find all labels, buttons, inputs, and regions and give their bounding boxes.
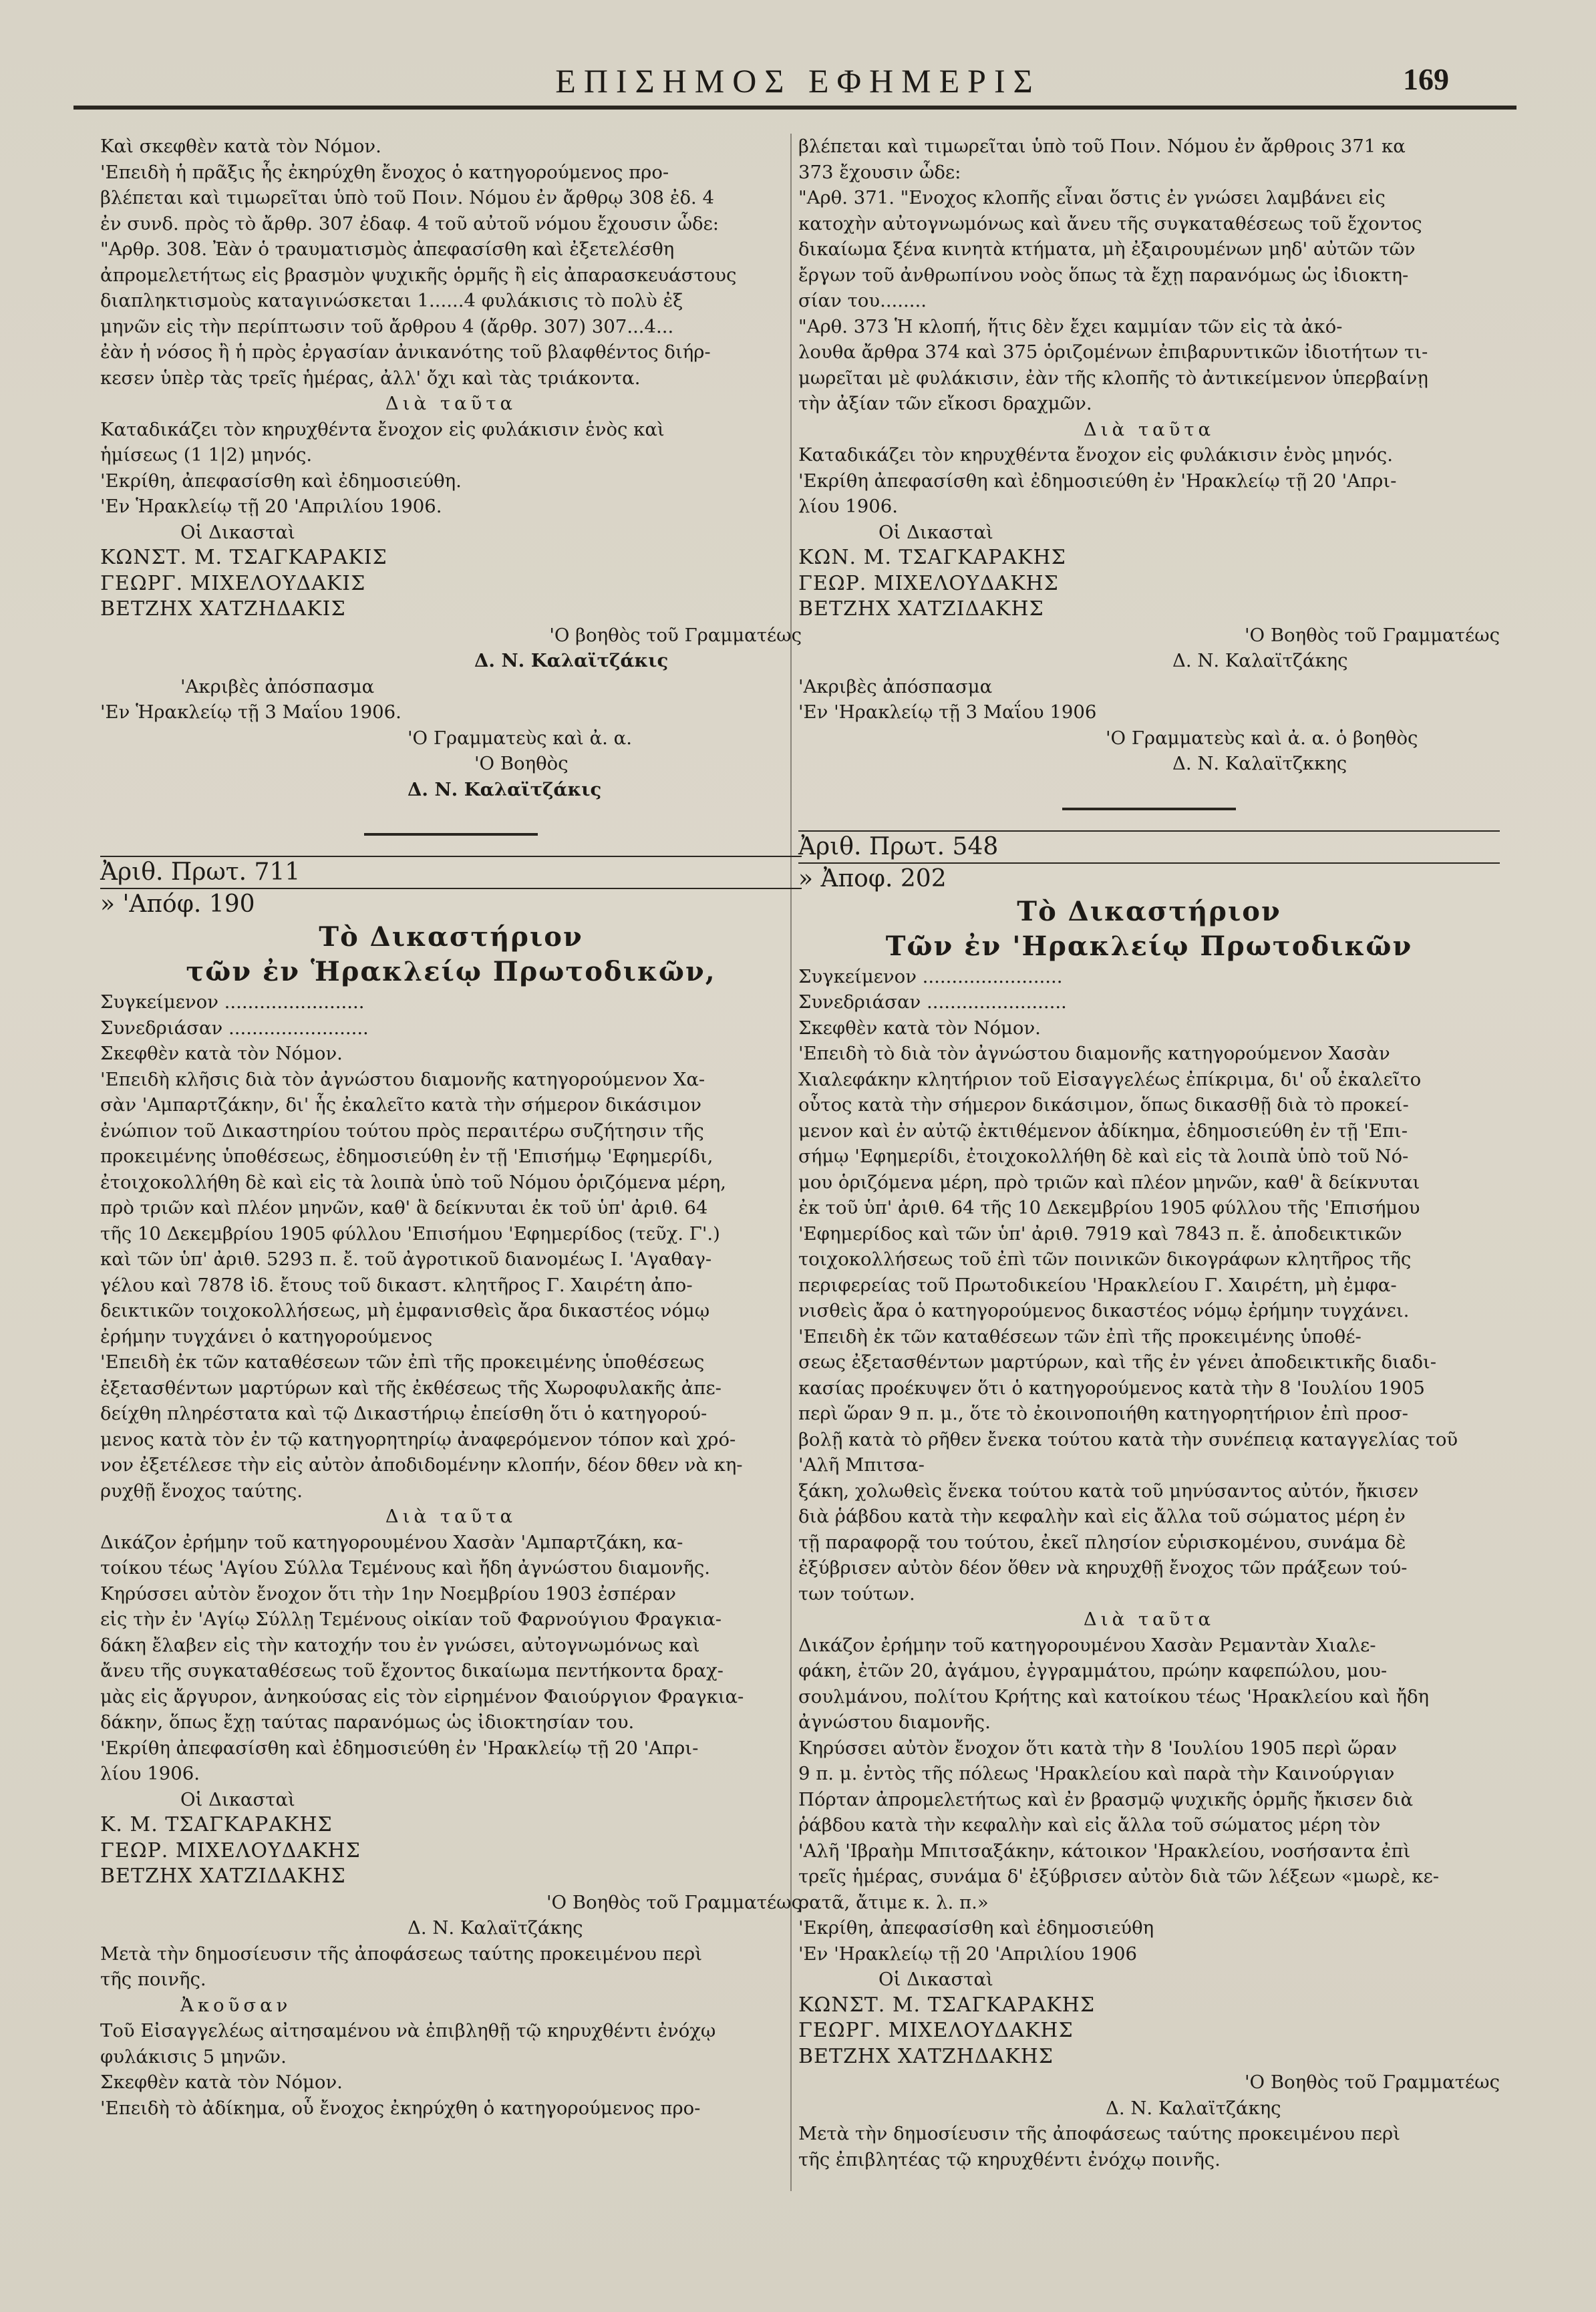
text-line: ΒΕΤΖΗΧ ΧΑΤΖΗΔΑΚΙΣ xyxy=(100,597,346,621)
text-line: ἀγνώστου διαμονῆς. xyxy=(798,1711,991,1733)
text-line: φάκη, ἐτῶν 20, ἀγάμου, ἐγγραμμάτου, πρώην καφεπώλου, μου- xyxy=(798,1660,1388,1681)
text-line: 'Επειδὴ τὸ διὰ τὸν ἀγνώστου διαμονῆς κατηγορούμενον Χασὰν xyxy=(798,1043,1390,1064)
text-line: λίου 1906. xyxy=(100,1763,200,1784)
text-line: ἐτοιχοκολλήθη δὲ καὶ εἰς τὰ λοιπὰ ὑπὸ τοῦ Νόμου ὁριζόμενα μέρη, xyxy=(100,1171,727,1193)
akousan-heading: Ἀκοῦσαν xyxy=(180,1994,292,2016)
text-line: τῆς ποινῆς. xyxy=(100,1969,206,1990)
text-line: 'Επειδὴ ἡ πρᾶξις ἧς ἐκηρύχθη ἔνοχος ὁ κατηγορούμενος προ- xyxy=(100,161,669,183)
text-line: Χιαλεφάκην κλητήριον τοῦ Εἰσαγγελέως ἐπίκριμα, δι' οὗ ἐκαλεῖτο xyxy=(798,1068,1422,1090)
judges-label: Οἱ Δικασταὶ xyxy=(879,521,993,543)
text-line: δικαίωμα ξένα κινητὰ κτήματα, μὴ ἐξαιρουμένων μηδ' αὐτῶν τῶν xyxy=(798,238,1416,260)
decision-number: » 'Απόφ. 190 xyxy=(100,890,255,918)
text-line: Καταδικάζει τὸν κηρυχθέντα ἔνοχον εἰς φυλάκισιν ἑνὸς μηνός. xyxy=(798,444,1393,466)
text-line: ῥάβδου κατὰ τὴν κεφαλὴν καὶ εἰς ἄλλα τοῦ σώματος μέρη τὸν xyxy=(798,1814,1381,1836)
text-line: νισθεὶς ἄρα ὁ κατηγορούμενος δικαστέος νόμῳ ἐρήμην τυγχάνει. xyxy=(798,1300,1410,1321)
right-block-3 xyxy=(798,1067,1500,1607)
text-line: Κηρύσσει αὐτὸν ἔνοχον ὅτι κατὰ τὴν 8 'Ιουλίου 1905 περὶ ὥραν xyxy=(798,1737,1397,1759)
text-line: ἐξύβρισεν αὐτὸν δέον ὅθεν νὰ κηρυχθῇ ἔνοχος τῶν πράξεων τού- xyxy=(798,1557,1408,1579)
text-line: λίου 1906. xyxy=(798,496,898,517)
skefthen-line: Σκεφθὲν κατὰ τὸν Νόμον. xyxy=(798,1017,1041,1039)
sygkeimenon-line: Συγκείμενον ........................ xyxy=(100,991,365,1013)
right-column xyxy=(798,134,1500,2172)
section-rule xyxy=(1062,808,1236,810)
text-line: ἐκ τοῦ ὑπ' ἀριθ. 64 τῆς 10 Δεκεμβρίου 1905 φύλλου τῆς 'Επισήμου xyxy=(798,1197,1420,1218)
text-line: νον ἐξετέλεσε τὴν εἰς αὐτὸν ἀποδιδομένην κλοπήν, δέον δθεν νὰ κη- xyxy=(100,1454,743,1476)
after-publication xyxy=(798,2121,1500,2172)
text-line: τρεῖς ἡμέρας, συνάμα δ' ἐξύβρισεν αὐτὸν διὰ τῶν λέξεων «μωρὲ, κε- xyxy=(798,1866,1440,1887)
text-line: πρὸ τριῶν καὶ πλέον μηνῶν, καθ' ἃ δείκνυται ἐκ τοῦ ὑπ' ἀριθ. 64 xyxy=(100,1197,708,1218)
left-block-2 xyxy=(100,417,802,520)
text-line: Πόρταν ἀπρομελετήτως καὶ ἐν βρασμῷ ψυχικῆς ὁρμῆς ἤκισεν διὰ xyxy=(798,1788,1414,1810)
court-title xyxy=(100,920,802,989)
text-line: ΒΕΤΖΗΧ ΧΑΤΖΙΔΑΚΗΣ xyxy=(798,597,1044,621)
after-publication xyxy=(100,1941,802,1993)
decision-number: » Ἀποφ. 202 xyxy=(798,864,947,892)
judges-label: Οἱ Δικασταὶ xyxy=(180,521,295,543)
secretary-helper: 'Ο Βοηθὸς xyxy=(474,753,569,774)
text-line: ἐξετασθέντων μαρτύρων καὶ τῆς ἐκθέσεως τῆς Χωροφυλακῆς ἀπε- xyxy=(100,1377,722,1399)
text-line: τῶν ἐν Ἡρακλείῳ Πρωτοδικῶν, xyxy=(186,956,716,987)
text-line: μενος κατὰ τὸν ἐν τῷ κατηγορητηρίῳ ἀναφερόμενον τόπον καὶ χρό- xyxy=(100,1428,736,1450)
sygkeimenon-line: Συγκείμενον ........................ xyxy=(798,965,1063,987)
right-block-1 xyxy=(798,134,1500,417)
left-block-4 xyxy=(100,1530,802,1787)
text-line: "Αρθ. 371. "Ενοχος κλοπῆς εἶναι ὅστις ἐν γνώσει λαμβάνει εἰς xyxy=(798,187,1386,208)
text-line: τοίκου τέως 'Αγίου Σύλλα Τεμένους καὶ ἤδη ἀγνώστου διαμονῆς. xyxy=(100,1557,710,1579)
right-intro xyxy=(798,1041,1500,1067)
skefthen-line: Σκεφθὲν κατὰ τὸν Νόμον. xyxy=(100,1043,343,1064)
text-line: δάκη ἔλαβεν εἰς τὴν κατοχήν του ἐν γνώσει, αὐτογνωμόνως καὶ xyxy=(100,1634,700,1656)
synedriasan-line: Συνεδριάσαν ........................ xyxy=(100,1017,369,1039)
left-block-3 xyxy=(100,1067,802,1504)
text-line: 'Εκρίθη, ἀπεφασίσθη καὶ ἐδημοσιεύθη. xyxy=(100,470,462,492)
text-line: 'Εν 'Ηρακλείῳ τῇ 20 'Απριλίου 1906 xyxy=(798,1943,1138,1965)
text-line: ἡμίσεως (1 1|2) μηνός. xyxy=(100,444,313,466)
assistant-title: 'Ο Βοηθὸς τοῦ Γραμματέως xyxy=(546,1891,802,1913)
text-line: 'Εκρίθη ἀπεφασίσθη καὶ ἐδημοσιεύθη ἐν 'Ηρακλείῳ τῇ 20 'Απρι- xyxy=(100,1737,699,1759)
text-line: Τοῦ Εἰσαγγελέως αἰτησαμένου νὰ ἐπιβληθῇ τῷ κηρυχθέντι ἐνόχῳ xyxy=(100,2020,716,2041)
text-line: ἐὰν ἡ νόσος ἢ ἡ πρὸς ἐργασίαν ἀνικανότης τοῦ βλαφθέντος διήρ- xyxy=(100,341,711,363)
text-line: ΚΩΝ. Μ. ΤΣΑΓΚΑΡΑΚΗΣ xyxy=(798,546,1066,569)
judges-list xyxy=(798,545,1500,623)
text-line: λουθα ἄρθρα 374 καὶ 375 ὁριζομένων ἐπιβαρυντικῶν ἰδιοτήτων τι- xyxy=(798,341,1428,363)
text-line: ΚΩΝΣΤ. Μ. ΤΣΑΓΚΑΡΑΚΙΣ xyxy=(100,546,387,569)
text-line: ρατᾶ, ἄτιμε κ. λ. π.» xyxy=(798,1891,989,1913)
text-line: ἄνευ τῆς συγκαταθέσεως τοῦ ἔχοντος δικαίωμα πεντήκοντα δραχ- xyxy=(100,1660,724,1681)
text-line: μωρεῖται μὲ φυλάκισιν, ἐὰν τῆς κλοπῆς τὸ ἀντικείμενον ὑπερβαίνῃ xyxy=(798,367,1428,389)
text-line: ξάκη, χολωθεὶς ἕνεκα τούτου κατὰ τοῦ μηνύσαντος αὐτόν, ἤκισεν xyxy=(798,1480,1419,1502)
dia-tauta-heading: Διὰ ταῦτα xyxy=(385,1506,517,1527)
text-line: σεως ἐξετασθέντων μαρτύρων, καὶ τῆς ἐν γένει ἀποδεικτικῆς διαδι- xyxy=(798,1351,1437,1373)
text-line: μηνῶν εἰς τὴν περίπτωσιν τοῦ ἄρθρου 4 (ἄρθρ. 307) 307...4... xyxy=(100,315,674,337)
text-line: φυλάκισις 5 μηνῶν. xyxy=(100,2045,287,2068)
judges-list xyxy=(100,1812,802,1890)
section-rule xyxy=(364,833,538,836)
text-line: διὰ ῥάβδου κατὰ τὴν κεφαλὴν καὶ εἰς ἄλλα τοῦ σώματος μέρη ἐν xyxy=(798,1506,1406,1527)
text-line: εἰς τὴν ἐν 'Αγίῳ Σύλλῃ Τεμένους οἰκίαν τοῦ Φαρνούγιου Φραγκια- xyxy=(100,1609,722,1630)
text-line: τῆς 10 Δεκεμβρίου 1905 φύλλου 'Επισήμου 'Εφημερίδος (τεῦχ. Γ'.) xyxy=(100,1222,720,1245)
text-line: μου ὁριζόμενα μέρη, πρὸ τριῶν καὶ πλέον μηνῶν, καθ' ἃ δείκνυται xyxy=(798,1171,1420,1193)
judges-list xyxy=(798,1993,1500,2070)
text-line: 'Εν Ἡρακλείῳ τῇ 20 'Απριλίου 1906. xyxy=(100,496,442,517)
text-line: βλέπεται καὶ τιμωρεῖται ὑπὸ τοῦ Ποιν. Νόμου ἐν ἄρθροις 371 κα xyxy=(798,136,1406,157)
text-line: σὰν 'Αμπαρτζάκην, δι' ἧς ἐκαλεῖτο κατὰ τὴν σήμερον δικάσιμον xyxy=(100,1094,701,1116)
text-line: μενον καὶ ἐν αὐτῷ ἐκτιθέμενον ἀδίκημα, ἐδημοσιεύθη ἐν τῇ 'Επι- xyxy=(798,1120,1408,1142)
assistant-name: Δ. Ν. Καλαϊτζάκις xyxy=(474,650,669,671)
text-line: 'Εφημερίδος καὶ τῶν ὑπ' ἀριθ. 7919 καὶ 7843 π. ἔ. ἀποδεικτικῶν xyxy=(798,1222,1402,1245)
text-line: ἐνώπιον τοῦ Δικαστηρίου τούτου πρὸς περαιτέρω συζήτησιν τῆς xyxy=(100,1120,704,1142)
secretary-title: 'Ο Γραμματεὺς καὶ ἀ. α. ὁ βοηθὸς xyxy=(1106,727,1418,749)
text-line: τῆς ἐπιβλητέας τῷ κηρυχθέντι ἐνόχῳ ποινῆς. xyxy=(798,2148,1221,2170)
text-line: Μετὰ τὴν δημοσίευσιν τῆς ἀποφάσεως ταύτης προκειμένου περὶ xyxy=(100,1943,702,1965)
exact-copy: 'Ακριβὲς ἀπόσπασμα xyxy=(180,675,375,697)
text-line: βλέπεται καὶ τιμωρεῖται ὑπὸ τοῦ Ποιν. Νόμου ἐν ἄρθρῳ 308 ἐδ. 4 xyxy=(100,187,714,208)
text-line: γέλου καὶ 7878 ἰδ. ἔτους τοῦ δικαστ. κλητῆρος Γ. Χαιρέτη ἀπο- xyxy=(100,1274,693,1296)
court-title xyxy=(798,894,1500,964)
exact-copy-date: 'Εν Ἡρακλείῳ τῇ 3 Μαΐου 1906. xyxy=(100,701,402,723)
text-line: Τὸ Δικαστήριον xyxy=(319,921,583,953)
exact-copy: 'Ακριβὲς ἀπόσπασμα xyxy=(798,675,993,697)
text-line: Τῶν ἐν 'Ηρακλείῳ Πρωτοδικῶν xyxy=(885,930,1413,962)
synedriasan-line: Συνεδριάσαν ........................ xyxy=(798,991,1067,1013)
text-line: τὴν ἀξίαν τῶν εἴκοσι δραχμῶν. xyxy=(798,393,1092,414)
text-line: βολῇ κατὰ τὸ ρῆθεν ἔνεκα τούτου κατὰ τὴν συνέπειᾳ καταγγελίας τοῦ 'Αλῆ Μπιτσα- xyxy=(798,1428,1458,1476)
assistant-title: 'Ο Βοηθὸς τοῦ Γραμματέως xyxy=(1245,2072,1500,2093)
text-line: ἔργων τοῦ ἀνθρωπίνου νοὸς ὅπως τὰ ἔχῃ παρανόμως ὡς ἰδιοκτη- xyxy=(798,264,1409,286)
text-line: Σκεφθὲν κατὰ τὸν Νόμον. xyxy=(100,2072,343,2093)
text-line: δεικτικῶν τοιχοκολλήσεως, μὴ ἐμφανισθεὶς ἄρα δικαστέος νόμῳ xyxy=(100,1300,710,1321)
text-line: Τὸ Δικαστήριον xyxy=(1017,895,1281,927)
text-line: 9 π. μ. ἐντὸς τῆς πόλεως 'Ηρακλείου καὶ παρὰ τὴν Καινούργιαν xyxy=(798,1763,1395,1784)
text-line: 373 ἔχουσιν ὧδε: xyxy=(798,161,961,183)
text-line: ΓΕΩΡ. ΜΙΧΕΛΟΥΔΑΚΗΣ xyxy=(100,1838,361,1862)
text-line: ΓΕΩΡΓ. ΜΙΧΕΛΟΥΔΑΚΙΣ xyxy=(100,571,366,595)
text-line: ρυχθῇ ἔνοχος ταύτης. xyxy=(100,1480,303,1502)
text-line: Δικάζον ἐρήμην τοῦ κατηγορουμένου Χασὰν Ρεμαντὰν Χιαλε- xyxy=(798,1634,1376,1656)
text-line: σήμῳ 'Εφημερίδι, ἐτοιχοκολλήθη δὲ καὶ εἰς τὰ λοιπὰ ὑπὸ τοῦ Νό- xyxy=(798,1146,1409,1167)
text-line: των τούτων. xyxy=(798,1583,915,1605)
text-line: 'Επειδὴ ἐκ τῶν καταθέσεων τῶν ἐπὶ τῆς προκειμένης ὑποθέ- xyxy=(798,1325,1362,1347)
left-column xyxy=(100,134,802,2121)
text-line: 'Εκρίθη, ἀπεφασίσθη καὶ ἐδημοσιεύθη xyxy=(798,1917,1154,1939)
dia-tauta-heading: Διὰ ταῦτα xyxy=(385,393,517,414)
text-line: "Αρθ. 373 Ἡ κλοπή, ἥτις δὲν ἔχει καμμίαν τῶν εἰς τὰ ἀκό- xyxy=(798,315,1343,337)
text-line: Δικάζον ἐρήμην τοῦ κατηγορουμένου Χασὰν 'Αμπαρτζάκη, κα- xyxy=(100,1531,683,1553)
text-line: 'Επειδὴ κλῆσις διὰ τὸν ἀγνώστου διαμονῆς κατηγορούμενον Χα- xyxy=(100,1068,705,1090)
right-block-4 xyxy=(798,1633,1500,1967)
protocol-number: Ἀριθ. Πρωτ. 548 xyxy=(798,830,1500,864)
secretary-name: Δ. Ν. Καλαϊτζάκις xyxy=(408,778,602,800)
page-header xyxy=(0,61,1596,108)
text-line: δάκην, ὅπως ἔχῃ ταύτας παρανόμως ὡς ἰδιοκτησίαν του. xyxy=(100,1711,635,1733)
text-line: καὶ τῶν ὑπ' ἀριθ. 5293 π. ἔ. τοῦ ἀγροτικοῦ διανομέως Ι. 'Αγαθαγ- xyxy=(100,1249,712,1270)
left-block-5 xyxy=(100,2018,802,2121)
header-rule xyxy=(73,106,1517,110)
text-line: ἐν συνδ. πρὸς τὸ ἄρθρ. 307 ἐδαφ. 4 τοῦ αὐτοῦ νόμου ἔχουσιν ὧδε: xyxy=(100,212,720,234)
text-line: Καταδικάζει τὸν κηρυχθέντα ἔνοχον εἰς φυλάκισιν ἑνὸς καὶ xyxy=(100,418,665,440)
text-line: τοιχοκολλήσεως τοῦ ἐπὶ τῶν ποινικῶν δικογράφων κλητῆρος τῆς xyxy=(798,1249,1412,1270)
text-line: οὗτος κατὰ τὴν σήμερον δικάσιμον, ὅπως δικασθῇ διὰ τὸ προκεί- xyxy=(798,1094,1409,1116)
assistant-name: Δ. Ν. Καλαϊτζάκης xyxy=(1106,2097,1281,2119)
text-line: κατοχὴν αὐτογνωμόνως καὶ ἄνευ τῆς συγκαταθέσεως τοῦ ἔχοντος xyxy=(798,212,1422,234)
text-line: μὰς εἰς ἄργυρον, ἀνηκούσας εἰς τὸν εἰρημένον Φαιούργιον Φραγκια- xyxy=(100,1685,744,1707)
text-line: Μετὰ τὴν δημοσίευσιν τῆς ἀποφάσεως ταύτης προκειμένου περὶ xyxy=(798,2123,1400,2144)
exact-copy-date: 'Εν 'Ηρακλείῳ τῇ 3 Μαΐου 1906 xyxy=(798,701,1097,723)
left-block-1 xyxy=(100,134,802,391)
assistant-title: 'Ο βοηθὸς τοῦ Γραμματέως xyxy=(549,624,802,646)
dia-tauta-heading: Διὰ ταῦτα xyxy=(1083,1609,1215,1630)
secretary-title: 'Ο Γραμματεὺς καὶ ἀ. α. xyxy=(408,727,632,749)
assistant-name: Δ. Ν. Καλαϊτζάκης xyxy=(408,1917,583,1939)
judges-list xyxy=(100,545,802,623)
page-number: 169 xyxy=(1403,62,1449,96)
text-line: δείχθη πληρέστατα καὶ τῷ Δικαστήριῳ ἐπείσθη ὅτι ὁ κατηγορού- xyxy=(100,1403,707,1424)
right-block-2 xyxy=(798,442,1500,520)
text-line: "Αρθρ. 308. Ἐὰν ὁ τραυματισμὸς ἀπεφασίσθη καὶ ἐξετελέσθη xyxy=(100,238,675,260)
text-line: ἀπρομελετήτως εἰς βρασμὸν ψυχικῆς ὁρμῆς ἢ εἰς ἀπαρασκευάστους xyxy=(100,264,737,286)
text-line: προκειμένης ὑποθέσεως, ἐδημοσιεύθη ἐν τῇ 'Επισήμῳ 'Εφημερίδι, xyxy=(100,1146,713,1167)
secretary-name: Δ. Ν. Καλαϊτζκκης xyxy=(1172,753,1347,774)
text-line: ΚΩΝΣΤ. Μ. ΤΣΑΓΚΑΡΑΚΗΣ xyxy=(798,1993,1096,2017)
text-line: 'Επειδὴ ἐκ τῶν καταθέσεων τῶν ἐπὶ τῆς προκειμένης ὑποθέσεως xyxy=(100,1351,705,1373)
text-line: Κηρύσσει αὐτὸν ἔνοχον ὅτι τὴν 1ην Νοεμβρίου 1903 ἐσπέραν xyxy=(100,1583,676,1605)
assistant-title: 'Ο Βοηθὸς τοῦ Γραμματέως xyxy=(1245,624,1500,646)
text-line: σουλμάνου, πολίτου Κρήτης καὶ κατοίκου τέως 'Ηρακλείου καὶ ἤδη xyxy=(798,1685,1430,1707)
judges-label: Οἱ Δικασταὶ xyxy=(180,1788,295,1810)
text-line: 'Αλῆ 'Ιβραὴμ Μπιτσαξάκην, κάτοικον 'Ηρακλείου, νοσήσαντα ἐπὶ xyxy=(798,1840,1411,1862)
text-line: Καὶ σκεφθὲν κατὰ τὸν Νόμον. xyxy=(100,136,381,157)
text-line: διαπληκτισμοὺς καταγινώσκεται 1......4 φυλάκισις τὸ πολὺ ἐξ xyxy=(100,290,683,311)
text-line: κασίας προέκυψεν ὅτι ὁ κατηγορούμενος κατὰ τὴν 8 'Ιουλίου 1905 xyxy=(798,1377,1425,1399)
judges-label: Οἱ Δικασταὶ xyxy=(879,1969,993,1990)
text-line: ΓΕΩΡΓ. ΜΙΧΕΛΟΥΔΑΚΗΣ xyxy=(798,2019,1074,2042)
text-line: ΓΕΩΡ. ΜΙΧΕΛΟΥΔΑΚΗΣ xyxy=(798,571,1059,595)
text-line: σίαν του........ xyxy=(798,290,927,311)
dia-tauta-heading: Διὰ ταῦτα xyxy=(1083,418,1215,440)
text-line: κεσεν ὑπὲρ τὰς τρεῖς ἡμέρας, ἀλλ' ὄχι καὶ τὰς τριάκοντα. xyxy=(100,367,641,389)
text-line: ΒΕΤΖΗΧ ΧΑΤΖΙΔΑΚΗΣ xyxy=(100,1864,346,1888)
text-line: 'Επειδὴ τὸ ἀδίκημα, οὗ ἔνοχος ἐκηρύχθη ὁ κατηγορούμενος προ- xyxy=(100,2097,701,2119)
text-line: περιφερείας τοῦ Πρωτοδικείου 'Ηρακλείου Γ. Χαιρέτη, μὴ ἐμφα- xyxy=(798,1274,1397,1296)
text-line: ἐρήμην τυγχάνει ὁ κατηγορούμενος xyxy=(100,1325,433,1347)
assistant-name: Δ. Ν. Καλαϊτζάκης xyxy=(1172,650,1348,671)
gazette-title: ΕΠΙΣΗΜΟΣ ΕΦΗΜΕΡΙΣ xyxy=(555,62,1041,100)
text-line: Κ. Μ. ΤΣΑΓΚΑΡΑΚΗΣ xyxy=(100,1813,333,1836)
text-line: 'Εκρίθη ἀπεφασίσθη καὶ ἐδημοσιεύθη ἐν 'Ηρακλείῳ τῇ 20 'Απρι- xyxy=(798,470,1397,492)
protocol-number: Ἀριθ. Πρωτ. 711 xyxy=(100,856,802,889)
text-line: περὶ ὥραν 9 π. μ., ὅτε τὸ ἐκοινοποιήθη κατηγορητήριον ἐπὶ προσ- xyxy=(798,1403,1408,1424)
text-line: ΒΕΤΖΗΧ ΧΑΤΖΗΔΑΚΗΣ xyxy=(798,2044,1054,2068)
text-line: τῇ παραφορᾷ του τούτου, ἐκεῖ πλησίον εὑρισκομένου, συνάμα δὲ xyxy=(798,1531,1406,1553)
